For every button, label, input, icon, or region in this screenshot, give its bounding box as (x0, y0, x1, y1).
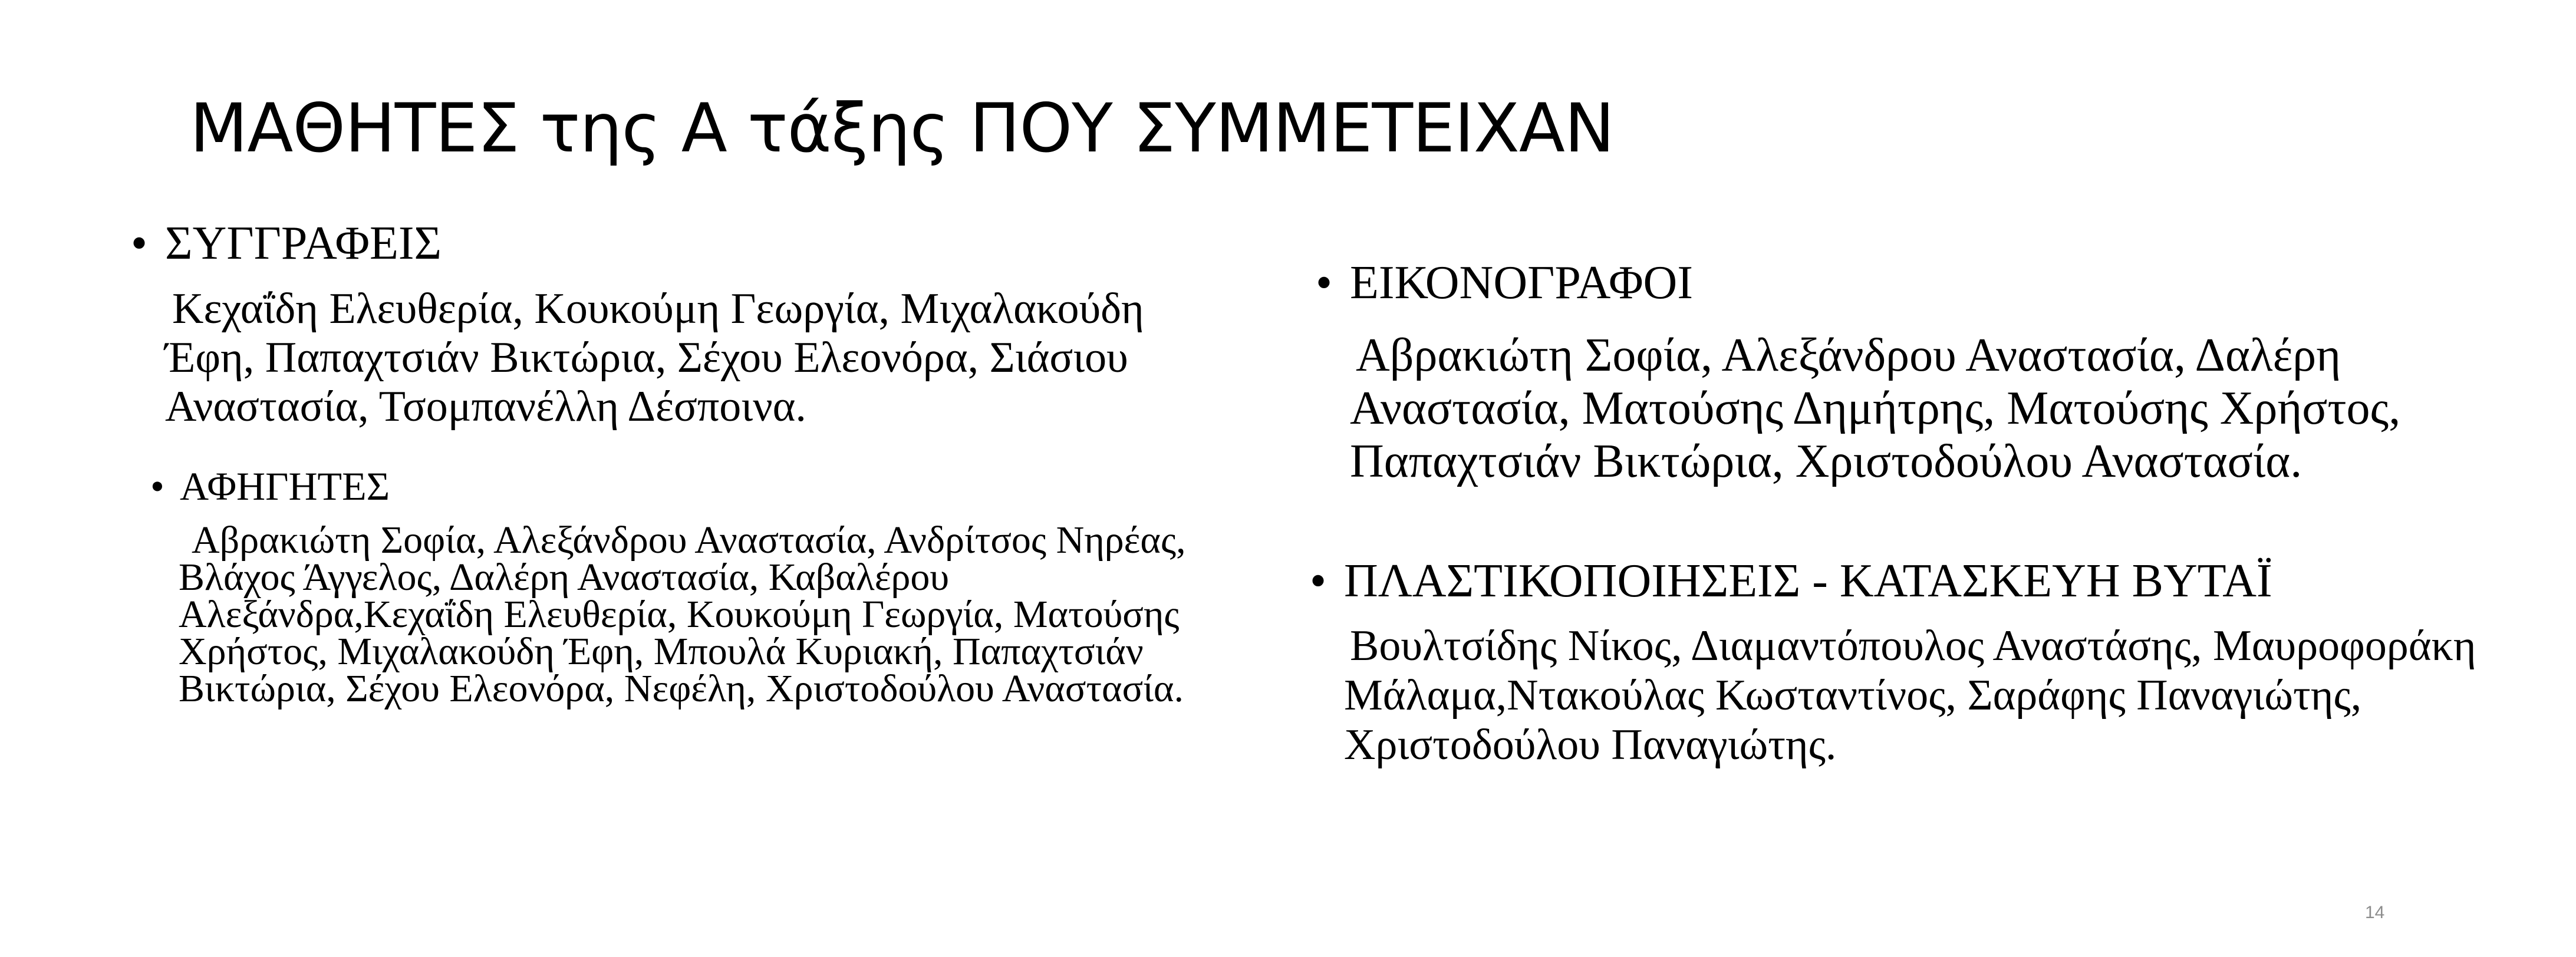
narrators-section (150, 463, 1270, 710)
bullet-icon: • (1310, 555, 1327, 607)
writers-section (131, 215, 1221, 431)
writers-heading (131, 215, 1221, 272)
writers-names: Κεχαΐδη Ελευθερία, Κουκούμη Γεωργία, Μιχαλακούδη Έφη, Παπαχτσιάν Βικτώρια, Σέχου Ελεονόρα, Σιάσιου Αναστασία, Τσομπανέλλη Δέσποινα. (165, 285, 1144, 431)
narrators-names: Αβρακιώτη Σοφία, Αλεξάνδρου Αναστασία, Ανδρίτσος Νηρέας, Βλάχος Άγγελος, Δαλέρη Αναστασία, Καβαλέρου Αλεξάνδρα,Κεχαΐδη Ελευθερία, Κουκούμη Γεωργία, Ματούσης Χρήστος, Μιχαλακούδη Έφη, Μπουλά Κυριακή, Παπαχτσιάν Βικτώρια, Σέχου Ελεονόρα, Νεφέλη, Χριστοδούλου Αναστασία. (179, 519, 1186, 710)
writers-heading-text: ΣΥΓΓΡΑΦΕΙΣ (165, 217, 442, 269)
illustrators-names: Αβρακιώτη Σοφία, Αλεξάνδρου Αναστασία, Δαλέρη Αναστασία, Ματούσης Δημήτρης, Ματούσης Χρήστος, Παπαχτσιάν Βικτώρια, Χριστοδούλου Αναστασία. (1350, 329, 2401, 487)
crafts-heading-text: ΠΛΑΣΤΙΚΟΠΟΙΗΣΕΙΣ - ΚΑΤΑΣΚΕΥΗ ΒΥΤΑΪ (1344, 555, 2272, 607)
illustrators-heading (1316, 255, 2495, 311)
slide-title: ΜΑΘΗΤΕΣ της Α τάξης ΠΟΥ ΣΥΜΜΕΤΕΙΧΑΝ (190, 89, 1615, 167)
crafts-names: Βουλτσίδης Νίκος, Διαμαντόπουλος Αναστάσης, Μαυροφοράκη Μάλαμα,Ντακούλας Κωσταντίνος, Σαράφης Παναγιώτης, Χριστοδούλου Παναγιώτης. (1344, 622, 2476, 769)
bullet-icon: • (1316, 257, 1333, 309)
illustrators-section (1316, 255, 2495, 488)
narrators-heading (150, 463, 1270, 510)
narrators-heading-text: ΑΦΗΓΗΤΕΣ (180, 464, 390, 509)
crafts-section (1310, 553, 2489, 770)
page-number: 14 (2365, 903, 2385, 922)
crafts-heading (1310, 553, 2489, 609)
bullet-icon: • (131, 217, 148, 269)
illustrators-heading-text: ΕΙΚΟΝΟΓΡΑΦΟΙ (1350, 257, 1693, 309)
bullet-icon: • (150, 464, 164, 509)
